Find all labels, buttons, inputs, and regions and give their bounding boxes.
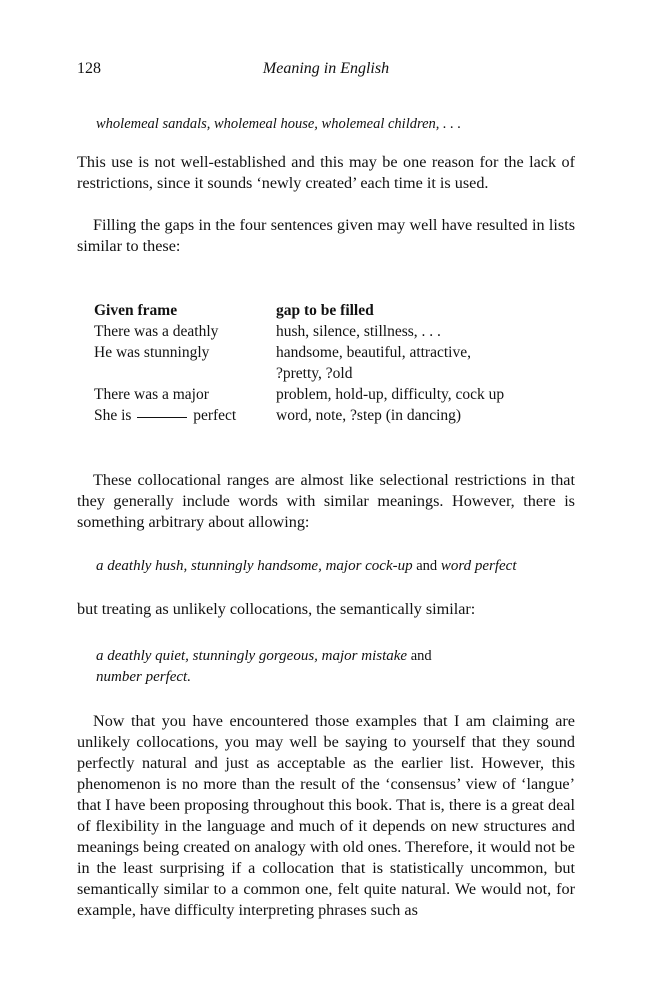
example-line-1 [96,646,576,667]
row-gap: hush, silence, stillness, . . . [276,323,441,340]
row-frame: He was stunningly [94,344,210,361]
row-gap: ?pretty, ?old [276,365,353,382]
row-gap: problem, hold-up, difficulty, cock up [276,386,505,403]
header-given-frame: Given frame [94,302,178,319]
blank-line [137,416,187,418]
example-and: and [416,558,438,574]
row-gap: word, note, ?step (in dancing) [276,407,462,424]
frame-after-blank: perfect [193,407,237,424]
frame-before-blank: She is [94,407,132,424]
running-title: Meaning in English [262,60,390,77]
page-number: 128 [77,60,101,77]
example-italic-2: word perfect [440,558,517,574]
example-italic: a deathly hush, stunningly handsome, major cock-up [96,558,413,574]
example-and: and [410,648,432,664]
row-frame: There was a deathly [94,323,219,340]
example-italic: a deathly quiet, stunningly gorgeous, major mistake [96,648,408,664]
paragraph-collocational-ranges: These collocational ranges are almost like selectional restrictions in that they generally include words with similar meanings. However, there is something arbitrary about allowing: [77,471,575,531]
paragraph-now-that: Now that you have encountered those examples that I am claiming are unlikely collocations, you may well be saying to yourself that they sound perfectly natural and just as acceptable as the earlier list. However, this phenomenon is no more than the result of the ‘consensus’ view of ‘langue’ that I have been proposing throughout this book. That is, there is a great deal of flexibility in the language and much of it depends on new structures and meanings being created on analogy with old ones. Therefore, it would not be in the least surprising if a collocation that is statistically uncommon, but semantically similar to a common one, felt quite natural. We would not, for example, have difficulty interpreting phrases such as [77,712,575,919]
row-gap: handsome, beautiful, attractive, [276,344,471,361]
example-deathly-hush [96,556,576,577]
paragraph-filling-gaps: Filling the gaps in the four sentences given may well have resulted in lists similar to these: [77,216,575,255]
row-frame: There was a major [94,386,209,403]
header-gap-to-be-filled: gap to be filled [276,302,374,319]
example-line-2: number perfect. [96,669,191,685]
row-frame [94,405,236,426]
example-wholemeal: wholemeal sandals, wholemeal house, wholemeal children, . . . [96,116,462,132]
example-deathly-quiet [96,646,576,688]
paragraph-but-treating: but treating as unlikely collocations, the semantically similar: [77,600,476,618]
page-header [77,60,575,82]
paragraph-well-established: This use is not well-established and this may be one reason for the lack of restrictions, since it sounds ‘newly created’ each time it is used. [77,153,575,192]
